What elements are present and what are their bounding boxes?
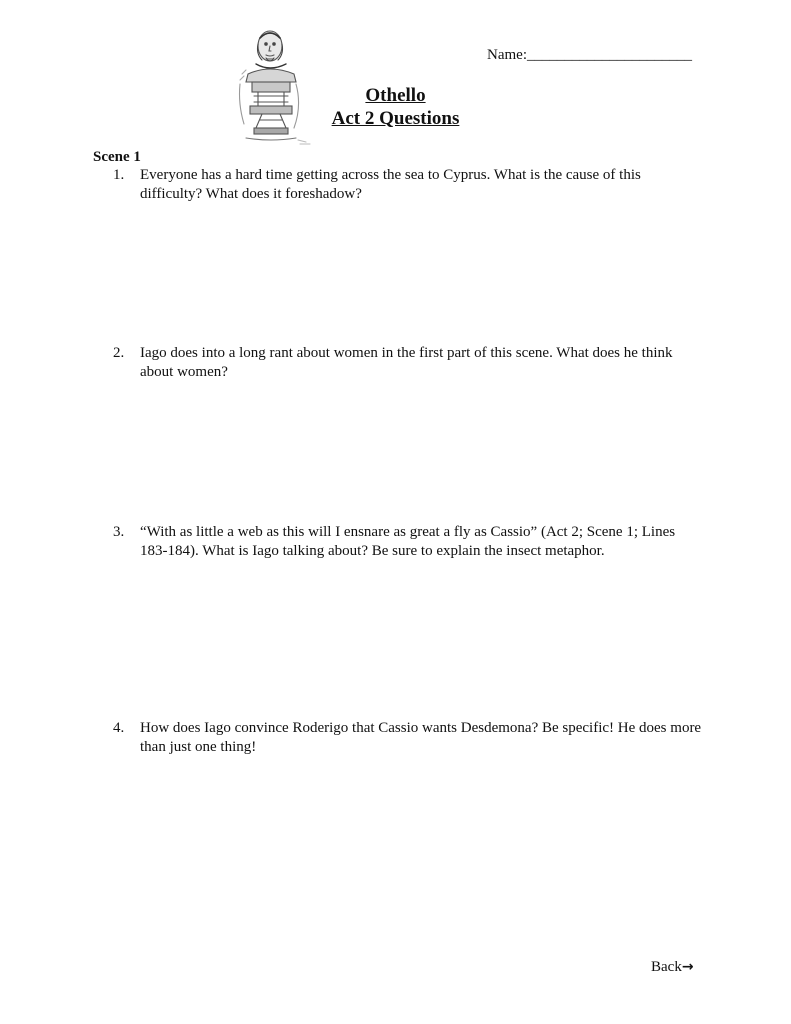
question-item: [113, 166, 703, 204]
question-number: 3.: [113, 524, 125, 540]
section-heading: Scene 1: [93, 149, 141, 165]
page-title: Othello: [365, 85, 426, 106]
arrow-right-icon: →: [681, 959, 694, 975]
question-text: “With as little a web as this will I ensnare as great a fly as Cassio” (Act 2; Scene 1; Lines 183-184). What is Iago talking about? Be sure to explain the insect metaphor.: [140, 524, 676, 559]
question-item: [113, 719, 703, 757]
question-number: 1.: [113, 167, 125, 183]
question-item: [113, 344, 703, 382]
name-field-label: Name:______________________: [487, 47, 692, 63]
question-item: [113, 523, 703, 561]
back-label: Back: [651, 959, 682, 975]
page-subtitle: Act 2 Questions: [331, 108, 460, 129]
question-number: 4.: [113, 720, 125, 736]
question-text: How does Iago convince Roderigo that Cassio wants Desdemona? Be specific! He does more than just one thing!: [140, 720, 702, 755]
question-text: Everyone has a hard time getting across the sea to Cyprus. What is the cause of this difficulty? What does it foreshadow?: [140, 167, 641, 202]
question-text: Iago does into a long rant about women in the first part of this scene. What does he think about women?: [140, 345, 673, 380]
question-number: 2.: [113, 345, 125, 361]
back-link[interactable]: [651, 959, 694, 976]
